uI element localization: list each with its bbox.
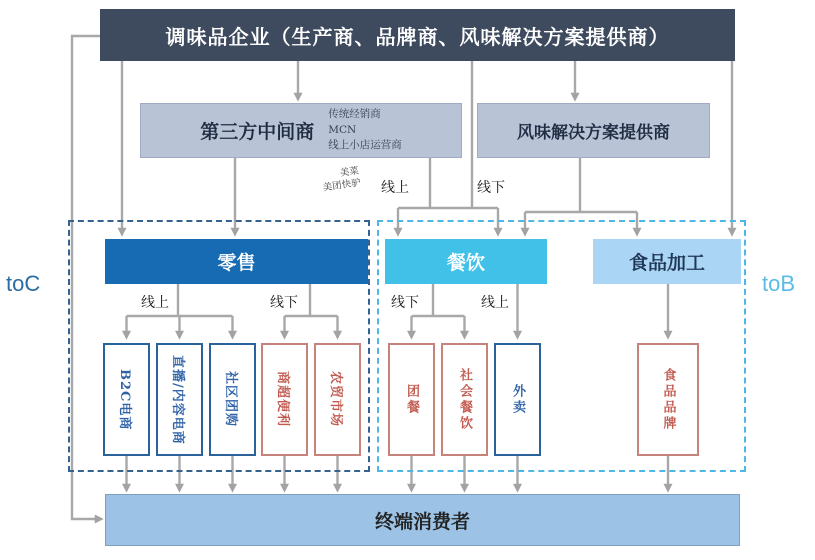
channel-social-catering bbox=[441, 343, 488, 456]
middleman-note-mcn: MCN bbox=[328, 123, 357, 136]
middleman-notes bbox=[328, 107, 402, 154]
retail-box bbox=[105, 239, 368, 284]
condiment-enterprise-label: 调味品企业（生产商、品牌商、风味解决方案提供商） bbox=[165, 24, 670, 49]
channel-supermarket-convenience-label: 商超便利 bbox=[275, 371, 290, 428]
end-consumer-box bbox=[105, 494, 740, 546]
channel-group-catering bbox=[388, 343, 435, 456]
channel-farmers-market-label: 农贸市场 bbox=[328, 371, 343, 428]
condiment-enterprise-box bbox=[100, 9, 735, 61]
third-party-middleman-box bbox=[140, 103, 462, 158]
channel-b2c-ecommerce bbox=[103, 343, 150, 456]
channel-supermarket-convenience bbox=[261, 343, 308, 456]
supply-platform-annotation bbox=[320, 165, 361, 195]
tob-label: toB bbox=[762, 271, 796, 296]
catering-offline-label: 线下 bbox=[391, 295, 419, 311]
end-consumer-label: 终端消费者 bbox=[374, 510, 470, 533]
retail-offline-label: 线下 bbox=[270, 295, 298, 311]
toc-label: toC bbox=[6, 271, 41, 296]
middleman-note-traditional-distributor: 传统经销商 bbox=[328, 107, 381, 120]
catering-online-label: 线上 bbox=[481, 295, 509, 311]
channel-b2c-ecommerce-label: B2C电商 bbox=[117, 368, 132, 431]
channel-live-content-ecommerce-label: 直播/内容电商 bbox=[170, 354, 185, 445]
middleman-note-online-shop-operator: 线上小店运营商 bbox=[328, 139, 402, 152]
flavor-solution-provider-label: 风味解决方案提供商 bbox=[517, 123, 670, 143]
mid-offline-label: 线下 bbox=[477, 180, 505, 196]
channel-community-group-buying-label: 社区团购 bbox=[223, 371, 238, 428]
channel-social-catering-label: 社会餐饮 bbox=[457, 367, 472, 432]
third-party-middleman-label: 第三方中间商 bbox=[200, 121, 315, 143]
food-processing-box bbox=[593, 239, 741, 284]
channel-food-brand-label: 食品品牌 bbox=[660, 367, 676, 432]
mid-online-label: 线上 bbox=[381, 180, 409, 196]
channel-food-brand bbox=[637, 343, 699, 456]
food-processing-label: 食品加工 bbox=[628, 252, 705, 274]
channel-live-content-ecommerce bbox=[156, 343, 203, 456]
retail-label: 零售 bbox=[217, 252, 256, 274]
channel-group-catering-label: 团餐 bbox=[404, 383, 419, 416]
platform-meituan-kuailv: 美团快驴 bbox=[322, 177, 362, 194]
channel-takeout bbox=[494, 343, 541, 456]
catering-label: 餐饮 bbox=[446, 252, 485, 274]
channel-community-group-buying bbox=[209, 343, 256, 456]
retail-online-label: 线上 bbox=[141, 295, 169, 311]
flavor-solution-provider-box bbox=[477, 103, 710, 158]
catering-box bbox=[385, 239, 547, 284]
channel-farmers-market bbox=[314, 343, 361, 456]
channel-takeout-label: 外卖 bbox=[510, 383, 525, 416]
platform-meicai: 美菜 bbox=[339, 165, 360, 180]
